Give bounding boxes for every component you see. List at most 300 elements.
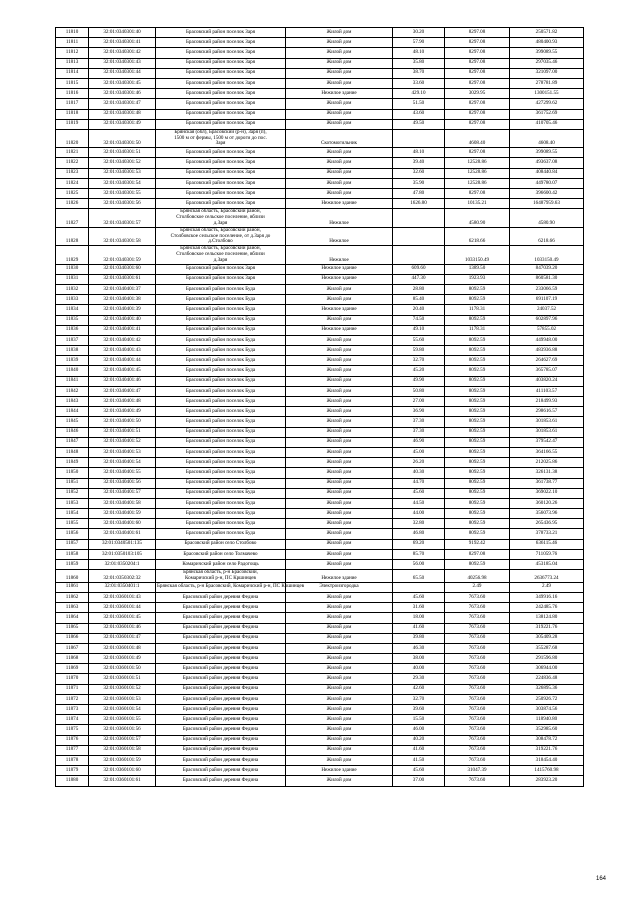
cadastral-number-cell: 32:01:0350103:105 [89, 549, 156, 559]
cadastral-value-cell: 636115.46 [510, 539, 584, 549]
cadastral-number-cell: 32:01:0340401:49 [89, 407, 156, 417]
cadastral-number-cell: 32:01:0340401:40 [89, 315, 156, 325]
object-type-cell: Жилой дом [286, 478, 393, 488]
address-cell: Брасовский район деревня Федина [156, 725, 286, 735]
object-type-cell: Нежилое здание [286, 89, 393, 99]
row-number-cell: 11823 [56, 168, 89, 178]
row-number-cell: 11844 [56, 407, 89, 417]
row-number-cell: 11825 [56, 189, 89, 199]
area-cell: 609.60 [393, 264, 445, 274]
cadastral-value-cell: 847039.20 [510, 264, 584, 274]
address-cell: Брасовский район деревня Федина [156, 755, 286, 765]
area-cell [393, 246, 445, 264]
cadastral-value-cell: 493637.08 [510, 158, 584, 168]
address-line: Брянская область, р-н Брасовский, [183, 569, 258, 576]
cadastral-number-cell: 32:01:0360101:50 [89, 664, 156, 674]
area-cell: 45.60 [393, 766, 445, 776]
table-row [56, 209, 584, 227]
address-line: Столбовское сельское поселение, от д.Заря до [170, 232, 271, 239]
area-cell: 35.90 [393, 178, 445, 188]
row-number-cell: 11813 [56, 58, 89, 68]
area-cell: 40.20 [393, 735, 445, 745]
table-row [56, 735, 584, 745]
area-cell: 31.60 [393, 603, 445, 613]
cadastral-number-cell: 32:01:0360101:59 [89, 755, 156, 765]
address-cell: Брасовский район поселок Заря [156, 274, 286, 284]
cadastral-number-cell: 32:01:0360101:58 [89, 745, 156, 755]
cadastral-number-cell: 32:01:0340401:51 [89, 427, 156, 437]
area-cell: 44.70 [393, 478, 445, 488]
row-number-cell: 11852 [56, 488, 89, 498]
cadastral-table-sheet [55, 27, 583, 787]
cadastral-value-cell: 242485.76 [510, 603, 584, 613]
row-number-cell: 11877 [56, 745, 89, 755]
object-type-cell: Жилой дом [286, 427, 393, 437]
table-row [56, 592, 584, 602]
cadastral-value-cell: 291596.80 [510, 654, 584, 664]
table-row [56, 488, 584, 498]
specific-value-cell: 7673.60 [445, 715, 510, 725]
specific-value-cell: 7673.60 [445, 592, 510, 602]
cadastral-value-cell: 1300151.55 [510, 89, 584, 99]
cadastral-number-cell: 32:01:0340401:39 [89, 305, 156, 315]
address-cell [156, 246, 286, 264]
area-cell: 29.30 [393, 674, 445, 684]
address-cell: Брасовский район деревня Федина [156, 654, 286, 664]
row-number-cell: 11824 [56, 178, 89, 188]
table-row [56, 68, 584, 78]
object-type-cell: Жилой дом [286, 603, 393, 613]
table-row [56, 529, 584, 539]
address-cell: Брасовский район поселок Буда [156, 529, 286, 539]
cadastral-value-cell: 411103.57 [510, 386, 584, 396]
row-number-cell: 11826 [56, 199, 89, 209]
table-row [56, 684, 584, 694]
specific-value-cell: 7673.60 [445, 735, 510, 745]
area-cell: 44.00 [393, 509, 445, 519]
specific-value-cell: 7673.60 [445, 694, 510, 704]
row-number-cell: 11859 [56, 560, 89, 570]
address-cell: Брасовский район поселок Буда [156, 407, 286, 417]
row-number-cell: 11834 [56, 305, 89, 315]
object-type-cell: Жилой дом [286, 694, 393, 704]
specific-value-cell: 7673.60 [445, 623, 510, 633]
table-row [56, 346, 584, 356]
cadastral-number-cell: 32:01:0340301:60 [89, 264, 156, 274]
specific-value-cell: 8092.59 [445, 366, 510, 376]
row-number-cell: 11845 [56, 417, 89, 427]
table-row [56, 356, 584, 366]
cadastral-value-cell: 4608.40 [510, 129, 584, 147]
object-type-cell: Жилой дом [286, 78, 393, 88]
row-number-cell: 11868 [56, 654, 89, 664]
cadastral-value-cell: 250571.82 [510, 28, 584, 38]
address-cell: Брасовский район поселок Буда [156, 284, 286, 294]
address-cell: Брасовский район поселок Буда [156, 366, 286, 376]
address-cell: Брасовский район поселок Буда [156, 295, 286, 305]
area-cell: 46.30 [393, 643, 445, 653]
cadastral-number-cell: 32:01:0340401:57 [89, 488, 156, 498]
row-number-cell: 11847 [56, 437, 89, 447]
row-number-cell: 11814 [56, 68, 89, 78]
cadastral-value-cell: 369022.10 [510, 488, 584, 498]
address-line: Брянская область, Брасовский район, [180, 245, 261, 252]
specific-value-cell: 4608.40 [445, 129, 510, 147]
specific-value-cell: 12528.86 [445, 168, 510, 178]
specific-value-cell: 6218.66 [445, 227, 510, 245]
area-cell: 32.60 [393, 168, 445, 178]
object-type-cell: Жилой дом [286, 99, 393, 109]
table-row [56, 284, 584, 294]
area-cell: 26.20 [393, 458, 445, 468]
specific-value-cell: 7673.60 [445, 684, 510, 694]
row-number-cell: 11854 [56, 509, 89, 519]
table-row [56, 766, 584, 776]
row-number-cell: 11856 [56, 529, 89, 539]
object-type-cell: Нежилое [286, 227, 393, 245]
address-cell: Брасовский район деревня Федина [156, 766, 286, 776]
address-cell: Брасовский район поселок Буда [156, 335, 286, 345]
address-cell: Брасовский район поселок Заря [156, 199, 286, 209]
specific-value-cell: 8297.08 [445, 99, 510, 109]
table-row [56, 549, 584, 559]
address-cell: Брасовский район поселок Буда [156, 498, 286, 508]
table-row [56, 28, 584, 38]
cadastral-number-cell: 32:01:0340301:41 [89, 38, 156, 48]
specific-value-cell: 8092.59 [445, 447, 510, 457]
specific-value-cell: 8297.08 [445, 148, 510, 158]
cadastral-value-cell: 449948.00 [510, 335, 584, 345]
table-row [56, 417, 584, 427]
table-row [56, 613, 584, 623]
cadastral-value-cell: 319221.76 [510, 745, 584, 755]
row-number-cell: 11836 [56, 325, 89, 335]
specific-value-cell: 8297.08 [445, 28, 510, 38]
object-type-cell: Жилой дом [286, 148, 393, 158]
cadastral-value-cell: 24037.52 [510, 305, 584, 315]
cadastral-number-cell: 32:01:0340301:45 [89, 78, 156, 88]
cadastral-number-cell: 32:01:0340301:43 [89, 58, 156, 68]
cadastral-value-cell: 361752.69 [510, 109, 584, 119]
cadastral-number-cell: 32:01:0340401:44 [89, 356, 156, 366]
specific-value-cell: 7673.60 [445, 725, 510, 735]
row-number-cell: 11846 [56, 427, 89, 437]
row-number-cell: 11832 [56, 284, 89, 294]
cadastral-value-cell: 360120.26 [510, 498, 584, 508]
object-type-cell: Жилой дом [286, 346, 393, 356]
cadastral-value-cell: 379542.47 [510, 437, 584, 447]
cadastral-value-cell: 250926.72 [510, 694, 584, 704]
address-cell: Брасовский район деревня Федина [156, 664, 286, 674]
cadastral-number-cell: 32:01:0340401:61 [89, 529, 156, 539]
specific-value-cell: 8092.59 [445, 478, 510, 488]
specific-value-cell: 8092.59 [445, 519, 510, 529]
cadastral-number-cell: 32:01:0340401:53 [89, 447, 156, 457]
table-row [56, 570, 584, 583]
object-type-cell: Жилой дом [286, 284, 393, 294]
cadastral-value-cell: 453185.04 [510, 560, 584, 570]
cadastral-value-cell: 408440.84 [510, 168, 584, 178]
cadastral-number-cell: 32:01:0360101:52 [89, 684, 156, 694]
area-cell: 30.20 [393, 28, 445, 38]
area-cell: 39.60 [393, 705, 445, 715]
specific-value-cell: 8297.08 [445, 38, 510, 48]
object-type-cell: Жилой дом [286, 386, 393, 396]
address-cell: Брянская область, р-н Брасовский, Комаричский р-н, ПС Кршинцев [156, 582, 286, 592]
cadastral-value-cell: 278781.89 [510, 78, 584, 88]
address-cell [156, 209, 286, 227]
object-type-cell: Жилой дом [286, 178, 393, 188]
table-row [56, 315, 584, 325]
cadastral-value-cell: 480400.93 [510, 38, 584, 48]
cadastral-number-cell: 32:01:0340401:45 [89, 366, 156, 376]
address-cell: Брасовский район поселок Заря [156, 109, 286, 119]
specific-value-cell: 7673.60 [445, 643, 510, 653]
cadastral-number-cell: 32:01:0340301:50 [89, 129, 156, 147]
specific-value-cell: 8092.59 [445, 509, 510, 519]
area-cell: 44.50 [393, 498, 445, 508]
table-row [56, 58, 584, 68]
table-row [56, 264, 584, 274]
table-row [56, 274, 584, 284]
address-cell: Брасовский район деревня Федина [156, 705, 286, 715]
table-row [56, 478, 584, 488]
address-cell [156, 570, 286, 583]
object-type-cell: Жилой дом [286, 366, 393, 376]
row-number-cell: 11818 [56, 109, 89, 119]
cadastral-value-cell: 224836.48 [510, 674, 584, 684]
cadastral-number-cell: 32:01:0340401:43 [89, 346, 156, 356]
table-row [56, 158, 584, 168]
specific-value-cell: 8092.59 [445, 458, 510, 468]
specific-value-cell: 4580.90 [445, 209, 510, 227]
table-row [56, 447, 584, 457]
area-cell: 46.00 [393, 725, 445, 735]
row-number-cell: 11863 [56, 603, 89, 613]
specific-value-cell: 8092.59 [445, 295, 510, 305]
object-type-cell: Жилой дом [286, 397, 393, 407]
row-number-cell: 11875 [56, 725, 89, 735]
cadastral-value-cell: 283923.20 [510, 776, 584, 786]
area-cell: 41.60 [393, 745, 445, 755]
object-type-cell: Жилой дом [286, 623, 393, 633]
address-cell: Комаричский район село Радогощь [156, 560, 286, 570]
area-cell: 41.60 [393, 623, 445, 633]
address-cell: Брасовский район поселок Буда [156, 478, 286, 488]
cadastral-number-cell: 32:01:0360101:51 [89, 674, 156, 684]
table-row [56, 78, 584, 88]
address-cell: Брасовский район поселок Заря [156, 28, 286, 38]
cadastral-value-cell: 349916.16 [510, 592, 584, 602]
specific-value-cell: 7673.60 [445, 613, 510, 623]
address-cell: Брасовский район поселок Буда [156, 458, 286, 468]
table-row [56, 745, 584, 755]
cadastral-value-cell: 301853.61 [510, 427, 584, 437]
cadastral-number-cell: 32:01:0340401:38 [89, 295, 156, 305]
address-cell: Брасовский район деревня Федина [156, 643, 286, 653]
specific-value-cell: 8092.59 [445, 356, 510, 366]
cadastral-number-cell: 32:01:0340401:58 [89, 498, 156, 508]
specific-value-cell: 40256.98 [445, 570, 510, 583]
cadastral-value-cell: 483936.88 [510, 346, 584, 356]
address-cell: Брасовский район поселок Буда [156, 305, 286, 315]
cadastral-number-cell: 32:01:0340401:37 [89, 284, 156, 294]
cadastral-value-table [55, 27, 584, 787]
cadastral-value-cell: 318454.40 [510, 755, 584, 765]
row-number-cell: 11869 [56, 664, 89, 674]
row-number-cell: 11851 [56, 478, 89, 488]
specific-value-cell: 8297.08 [445, 48, 510, 58]
address-line: д.Заря [213, 219, 228, 226]
specific-value-cell: 8092.59 [445, 376, 510, 386]
cadastral-number-cell: 32:01:0340301:40 [89, 28, 156, 38]
cadastral-number-cell: 32:01:0360101:60 [89, 766, 156, 776]
cadastral-number-cell: 32:01:0340301:49 [89, 119, 156, 129]
specific-value-cell: 8092.59 [445, 407, 510, 417]
object-type-cell: Жилой дом [286, 725, 393, 735]
row-number-cell: 11837 [56, 335, 89, 345]
table-row [56, 755, 584, 765]
cadastral-value-cell: 319221.76 [510, 623, 584, 633]
area-cell: 39.40 [393, 158, 445, 168]
area-cell: 40.30 [393, 468, 445, 478]
row-number-cell: 11849 [56, 458, 89, 468]
specific-value-cell: 8092.59 [445, 427, 510, 437]
table-row [56, 519, 584, 529]
table-row [56, 654, 584, 664]
area-cell: 15.50 [393, 715, 445, 725]
table-row [56, 227, 584, 245]
specific-value-cell: 9192.42 [445, 539, 510, 549]
address-cell: Брасовский район поселок Заря [156, 148, 286, 158]
specific-value-cell: 8092.59 [445, 529, 510, 539]
table-row [56, 246, 584, 264]
row-number-cell: 11843 [56, 397, 89, 407]
row-number-cell: 11829 [56, 246, 89, 264]
cadastral-number-cell: 32:01:0350302:32 [89, 570, 156, 583]
cadastral-value-cell: 4580.90 [510, 209, 584, 227]
cadastral-number-cell: 32:01:0340401:50 [89, 417, 156, 427]
object-type-cell: Жилой дом [286, 549, 393, 559]
address-line: Столбовское сельское поселение, вблизи [176, 214, 265, 221]
area-cell: 43.60 [393, 109, 445, 119]
specific-value-cell: 8297.08 [445, 189, 510, 199]
object-type-cell: Жилой дом [286, 119, 393, 129]
cadastral-value-cell: 378733.21 [510, 529, 584, 539]
row-number-cell: 11874 [56, 715, 89, 725]
object-type-cell: Жилой дом [286, 417, 393, 427]
area-cell: 40.00 [393, 664, 445, 674]
specific-value-cell: 7673.60 [445, 633, 510, 643]
cadastral-number-cell: 32:01:0340301:46 [89, 89, 156, 99]
table-row [56, 498, 584, 508]
area-cell: 18.00 [393, 613, 445, 623]
object-type-cell: Жилой дом [286, 643, 393, 653]
address-line: Заря [215, 140, 226, 147]
address-cell: Брасовский район деревня Федина [156, 694, 286, 704]
object-type-cell: Жилой дом [286, 468, 393, 478]
address-line: Брянская область, Брасовский район, [180, 208, 261, 215]
cadastral-number-cell: 32:01:0340401:54 [89, 458, 156, 468]
specific-value-cell: 1033150.49 [445, 246, 510, 264]
specific-value-cell: 7673.60 [445, 745, 510, 755]
object-type-cell: Жилой дом [286, 705, 393, 715]
row-number-cell: 11861 [56, 582, 89, 592]
cadastral-value-cell: 691107.19 [510, 295, 584, 305]
row-number-cell: 11865 [56, 623, 89, 633]
address-cell: Брасовский район деревня Федина [156, 633, 286, 643]
area-cell: 27.00 [393, 397, 445, 407]
area-cell: 42.60 [393, 684, 445, 694]
object-type-cell: Нежилое здание [286, 766, 393, 776]
area-cell: 59.80 [393, 346, 445, 356]
specific-value-cell: 7673.60 [445, 654, 510, 664]
specific-value-cell: 31047.39 [445, 766, 510, 776]
cadastral-number-cell: 32:01:0360101:47 [89, 633, 156, 643]
object-type-cell: Жилой дом [286, 488, 393, 498]
area-cell: 429.10 [393, 89, 445, 99]
cadastral-value-cell: 449780.07 [510, 178, 584, 188]
cadastral-number-cell: 32:01:0340401:55 [89, 468, 156, 478]
address-cell: Брасовский район деревня Федина [156, 623, 286, 633]
cadastral-value-cell: 602897.96 [510, 315, 584, 325]
area-cell: 33.60 [393, 78, 445, 88]
area-cell: 35.80 [393, 58, 445, 68]
cadastral-number-cell: 32:01:0360101:45 [89, 613, 156, 623]
object-type-cell: Жилой дом [286, 592, 393, 602]
table-row [56, 325, 584, 335]
cadastral-number-cell: 32:01:0350401:1 [89, 582, 156, 592]
object-type-cell: Жилой дом [286, 168, 393, 178]
area-cell: 37.00 [393, 776, 445, 786]
cadastral-value-cell: 352985.60 [510, 725, 584, 735]
object-type-cell: Нежилое [286, 209, 393, 227]
object-type-cell: Жилой дом [286, 539, 393, 549]
table-row [56, 674, 584, 684]
cadastral-value-cell: 1033150.49 [510, 246, 584, 264]
cadastral-number-cell: 32:01:0340301:56 [89, 199, 156, 209]
object-type-cell: Нежилое здание [286, 274, 393, 284]
area-cell: 49.90 [393, 376, 445, 386]
object-type-cell: Жилой дом [286, 519, 393, 529]
cadastral-number-cell: 32:01:0360101:46 [89, 623, 156, 633]
row-number-cell: 11862 [56, 592, 89, 602]
cadastral-number-cell: 32:01:0360101:44 [89, 603, 156, 613]
specific-value-cell: 8092.59 [445, 284, 510, 294]
cadastral-value-cell: 233066.59 [510, 284, 584, 294]
table-row [56, 168, 584, 178]
cadastral-value-cell: 403820.24 [510, 376, 584, 386]
object-type-cell: Жилой дом [286, 498, 393, 508]
address-cell: Брасовский район деревня Федина [156, 776, 286, 786]
table-row [56, 509, 584, 519]
row-number-cell: 11816 [56, 89, 89, 99]
cadastral-number-cell: 32:01:0340401:47 [89, 386, 156, 396]
table-row [56, 407, 584, 417]
object-type-cell: Жилой дом [286, 356, 393, 366]
address-cell: Брасовский район поселок Заря [156, 99, 286, 109]
row-number-cell: 11855 [56, 519, 89, 529]
object-type-cell: Нежилое здание [286, 264, 393, 274]
row-number-cell: 11879 [56, 766, 89, 776]
object-type-cell: Скотомогильник [286, 129, 393, 147]
table-row [56, 468, 584, 478]
table-row [56, 89, 584, 99]
row-number-cell: 11857 [56, 539, 89, 549]
area-cell: 37.30 [393, 417, 445, 427]
object-type-cell: Жилой дом [286, 158, 393, 168]
cadastral-value-cell: 1415760.98 [510, 766, 584, 776]
